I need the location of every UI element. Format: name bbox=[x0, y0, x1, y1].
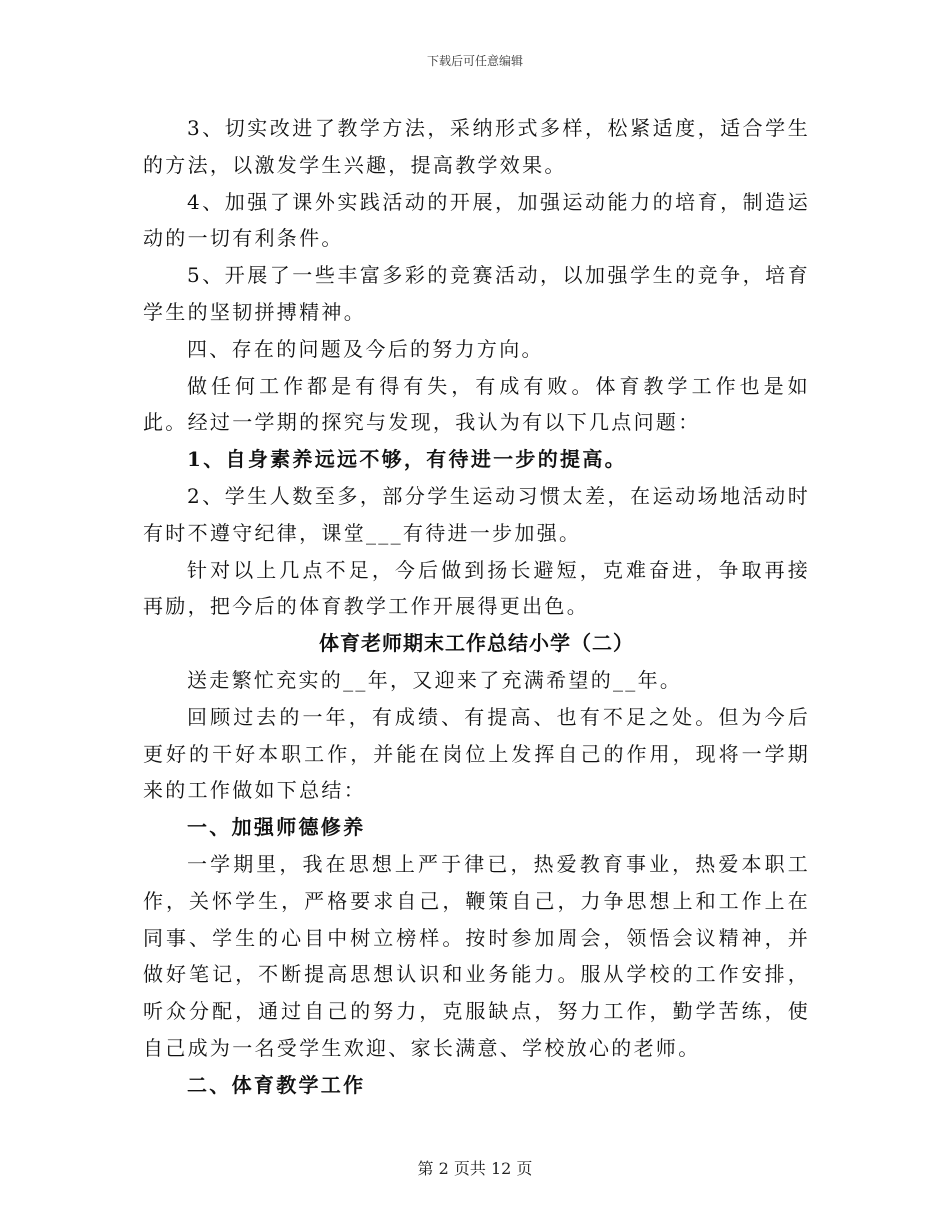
paragraph-item-4: 4、加强了课外实践活动的开展，加强运动能力的培育，制造运动的一切有利条件。 bbox=[143, 189, 810, 251]
section-heading-teaching: 二、体育教学工作 bbox=[187, 1072, 366, 1097]
paragraph-item-3: 3、切实改进了教学方法，采纳形式多样，松紧适度，适合学生的方法，以激发学生兴趣，提高教学效果。 bbox=[143, 116, 810, 177]
section-title: 体育老师期末工作总结小学（二） bbox=[319, 631, 634, 656]
page-header: 下载后可任意编辑 bbox=[426, 54, 523, 68]
paragraph-problem-1: 1、自身素养远远不够，有待进一步的提高。 bbox=[187, 447, 627, 472]
section-heading-problems: 四、存在的问题及今后的努力方向。 bbox=[187, 336, 544, 361]
paragraph-item-5: 5、开展了一些丰富多彩的竞赛活动，以加强学生的竞争，培育学生的坚韧拼搏精神。 bbox=[143, 263, 810, 324]
document-body bbox=[143, 110, 810, 1104]
paragraph-ethics: 一学期里，我在思想上严于律已，热爱教育事业，热爱本职工作，关怀学生，严格要求自己，鞭策自己，力争思想上和工作上在同事、学生的心目中树立榜样。按时参加周会，领悟会议精神，并做好笔记，不断提高思想认识和业务能力。服从学校的工作安排，听众分配，通过自己的努力，克服缺点，努力工作，勤学苦练，使自己成为一名受学生欢迎、家长满意、学校放心的老师。 bbox=[143, 851, 810, 1060]
paragraph-year-transition: 送走繁忙充实的__年，又迎来了充满希望的__年。 bbox=[187, 667, 683, 692]
paragraph-improvement: 针对以上几点不足，今后做到扬长避短，克难奋进，争取再接再励，把今后的体育教学工作开展得更出色。 bbox=[143, 557, 810, 619]
paragraph-problems-intro: 做任何工作都是有得有失，有成有败。体育教学工作也是如此。经过一学期的探究与发现，我认为有以下几点问题： bbox=[143, 373, 810, 435]
page-footer: 第 2 页共 12 页 bbox=[417, 1159, 533, 1178]
paragraph-review: 回顾过去的一年，有成绩、有提高、也有不足之处。但为今后更好的干好本职工作，并能在岗位上发挥自己的作用，现将一学期来的工作做如下总结： bbox=[143, 704, 810, 803]
paragraph-problem-2: 2、学生人数至多，部分学生运动习惯太差，在运动场地活动时有时不遵守纪律，课堂___有待进一步加强。 bbox=[143, 483, 810, 545]
section-heading-ethics: 一、加强师德修养 bbox=[187, 815, 366, 840]
